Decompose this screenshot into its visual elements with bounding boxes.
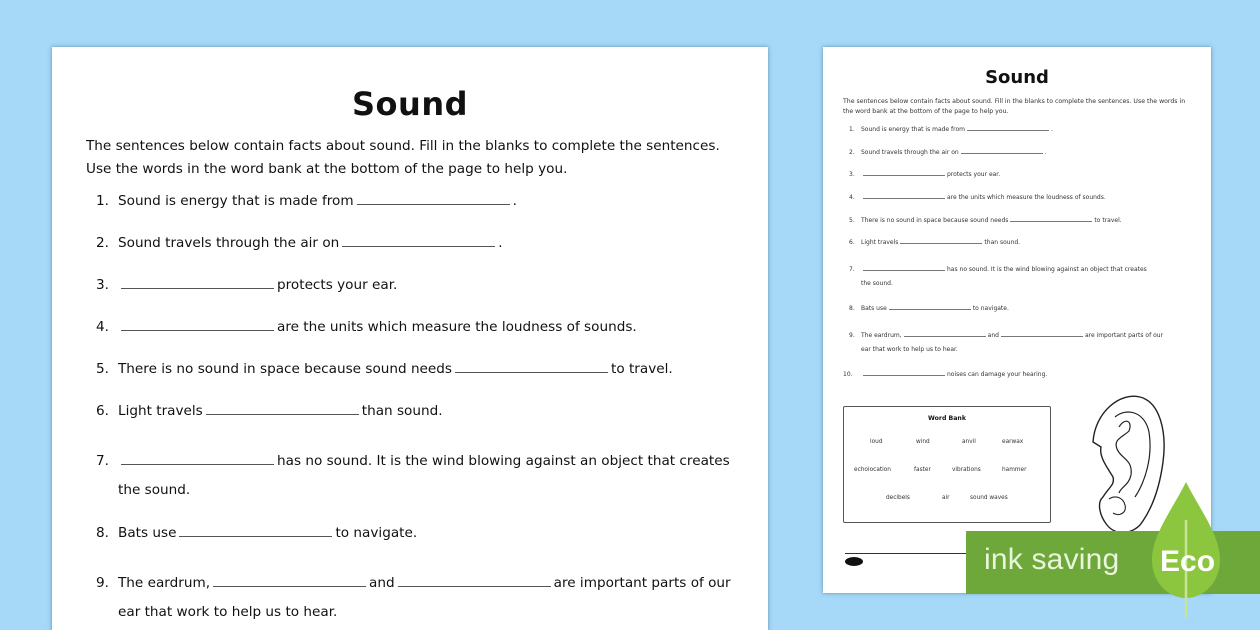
question-8: 8. Bats use to navigate. (96, 525, 418, 541)
thumbnail-instructions: The sentences below contain facts about sound. Fill in the blanks to complete the sentences. Use the words in the word bank at the bottom of the page to help you. (843, 98, 1186, 115)
answer-blank (179, 525, 332, 537)
question-2: 2. Sound travels through the air on . (96, 235, 503, 251)
worksheet-page-preview (52, 47, 768, 630)
thumb-question-6: 6. Light travels than sound. (849, 239, 1021, 246)
answer-blank (342, 235, 495, 247)
answer-blank (900, 238, 982, 244)
word-bank-word: earwax (1002, 439, 1024, 445)
thumb-question-8: 8. Bats use to navigate. (849, 305, 1009, 312)
answer-blank (206, 403, 359, 415)
worksheet-instructions: The sentences below contain facts about sound. Fill in the blanks to complete the sentences. Use the words in the word bank at the bottom of the page to help you. (86, 138, 720, 177)
answer-blank (1010, 216, 1092, 222)
thumbnail-title: Sound (985, 67, 1049, 88)
answer-blank (863, 170, 945, 176)
answer-blank (455, 361, 608, 373)
ink-saving-label: ink saving (984, 543, 1120, 576)
thumb-question-4: 4. are the units which measure the loudness of sounds. (849, 194, 1106, 201)
eco-badge-label: Eco (1160, 545, 1216, 578)
answer-blank (961, 148, 1043, 154)
word-bank: Word Bank loud wind anvil earwax echolocation faster vibrations hammer decibels air sound waves (843, 406, 1051, 523)
answer-blank (398, 575, 551, 587)
answer-blank (904, 331, 986, 337)
word-bank-word: loud (870, 439, 883, 445)
answer-blank (863, 265, 945, 271)
word-bank-word: faster (914, 467, 931, 473)
question-5: 5. There is no sound in space because sound needs to travel. (96, 361, 673, 377)
thumb-question-9: 9. The eardrum, and are important parts of our ear that work to help us to hear. (849, 332, 1164, 353)
publisher-logo-icon (845, 557, 863, 566)
word-bank-word: hammer (1002, 467, 1027, 473)
word-bank-word: vibrations (952, 467, 981, 473)
question-1: 1. Sound is energy that is made from . (96, 193, 517, 209)
word-bank-word: echolocation (854, 467, 891, 473)
question-4: 4. are the units which measure the loudness of sounds. (96, 319, 637, 335)
word-bank-word: decibels (886, 495, 910, 501)
question-9: 9. The eardrum, and are important parts of our ear that work to help us to hear. (96, 575, 731, 620)
answer-blank (1001, 331, 1083, 337)
footer-divider (845, 553, 975, 554)
thumb-question-5: 5. There is no sound in space because sound needs to travel. (849, 217, 1122, 224)
answer-blank (863, 370, 945, 376)
question-6: 6. Light travels than sound. (96, 403, 443, 419)
thumb-question-1: 1. Sound is energy that is made from . (849, 126, 1053, 133)
answer-blank (121, 453, 274, 465)
answer-blank (213, 575, 366, 587)
answer-blank (357, 193, 510, 205)
question-3: 3. protects your ear. (96, 277, 398, 293)
answer-blank (121, 277, 274, 289)
thumb-question-7: 7. has no sound. It is the wind blowing against an object that creates the sound. (849, 266, 1147, 287)
answer-blank (121, 319, 274, 331)
word-bank-word: wind (916, 439, 930, 445)
answer-blank (967, 125, 1049, 131)
word-bank-word: air (942, 495, 950, 501)
thumb-question-3: 3. protects your ear. (849, 171, 1001, 178)
answer-blank (889, 304, 971, 310)
word-bank-word: anvil (962, 439, 976, 445)
worksheet-title: Sound (352, 85, 468, 123)
word-bank-word: sound waves (970, 495, 1008, 501)
question-7: 7. has no sound. It is the wind blowing against an object that creates the sound. (96, 453, 730, 498)
thumb-question-10: 10. noises can damage your hearing. (843, 371, 1048, 378)
answer-blank (863, 193, 945, 199)
thumb-question-2: 2. Sound travels through the air on . (849, 149, 1047, 156)
